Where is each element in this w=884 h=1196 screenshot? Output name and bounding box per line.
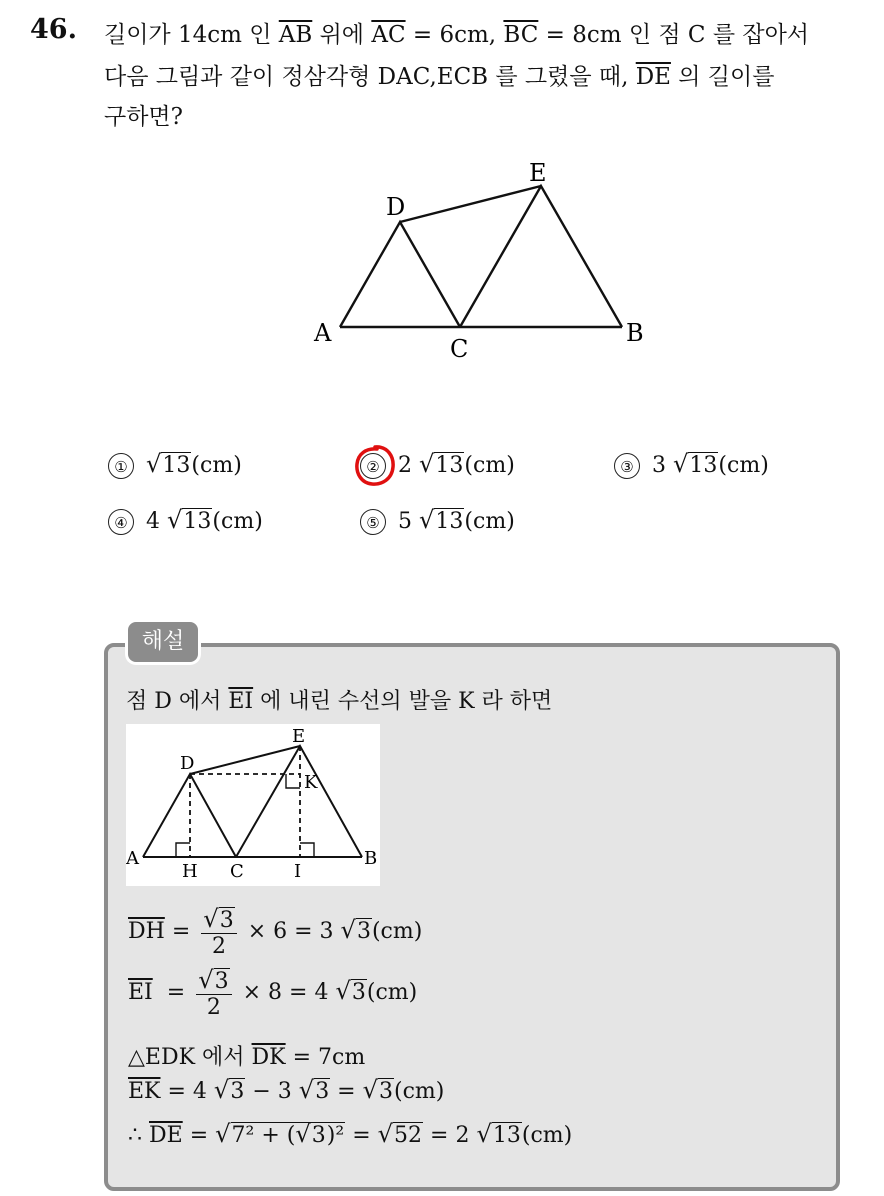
- label-d: D: [386, 193, 406, 221]
- fig2-label-e: E: [292, 726, 306, 747]
- choice-number: ③: [614, 453, 640, 479]
- solution-figure: [126, 724, 380, 886]
- choice-5[interactable]: ⑤ 5 √13(cm): [360, 506, 515, 535]
- segment-de: [400, 186, 541, 222]
- fig2-label-k: K: [304, 772, 318, 793]
- label-e: E: [529, 159, 547, 187]
- choice-4[interactable]: ④ 4 √13(cm): [108, 506, 263, 535]
- choice-number: ④: [108, 509, 134, 535]
- answer-mark-circle: [352, 443, 398, 489]
- question-line-2: 다음 그림과 같이 정삼각형 DAC,ECB 를 그렸을 때, $\overline{DE}$ 의 길이를: [104, 64, 775, 90]
- label-c: C: [450, 335, 469, 363]
- solution-tag: 해설: [128, 622, 198, 662]
- label-b: B: [626, 319, 644, 347]
- fig2-label-b: B: [364, 848, 378, 869]
- question-number: 46.: [30, 14, 77, 45]
- choice-number: ②: [360, 453, 386, 479]
- solution-intro: 점 D 에서 $\overline{EI}$ 에 내린 수선의 발을 K 라 하면: [126, 689, 553, 714]
- equation-de: ∴ $\overline{DE} = √7^2 + (√3)^2 = √52 = 2$ √13(cm): [128, 1120, 573, 1148]
- triangle-figure: [300, 155, 670, 370]
- question-line-1: 길이가 14cm 인 $\overline{AB}$ 위에 $\overline{AC} = 6cm$, $\overline{BC} = 8cm$ 인 점 C 를 잡아서: [104, 22, 810, 48]
- triangle-dac: [340, 222, 460, 327]
- choice-number: ⑤: [360, 509, 386, 535]
- label-a: A: [314, 319, 332, 347]
- fig2-label-a: A: [126, 848, 139, 869]
- equation-dh: $\overline{DH}$ = $\frac{√3}{2}$ × 6 = 3 √3(cm): [128, 905, 423, 959]
- question-line-3: 구하면?: [104, 104, 183, 130]
- equation-dk: △EDK 에서 $\overline{DK} = 7cm$: [128, 1045, 366, 1070]
- choice-3[interactable]: ③ 3 √13(cm): [614, 450, 769, 479]
- fig2-label-h: H: [182, 861, 198, 882]
- triangle-ecb: [460, 186, 622, 327]
- equation-ei: $\overline{EI}$ = $\frac{√3}{2}$ × 8 = 4 √3(cm): [128, 966, 418, 1020]
- equation-ek: $\overline{EK} = 4$ √3 − 3 √3 = √3(cm): [128, 1076, 445, 1104]
- choice-2[interactable]: ② 2 √13(cm): [360, 450, 515, 479]
- choice-1[interactable]: ① √13(cm): [108, 450, 242, 479]
- fig2-label-i: I: [294, 861, 302, 882]
- fig2-label-c: C: [230, 861, 244, 882]
- fig2-label-d: D: [180, 753, 195, 774]
- choice-number: ①: [108, 453, 134, 479]
